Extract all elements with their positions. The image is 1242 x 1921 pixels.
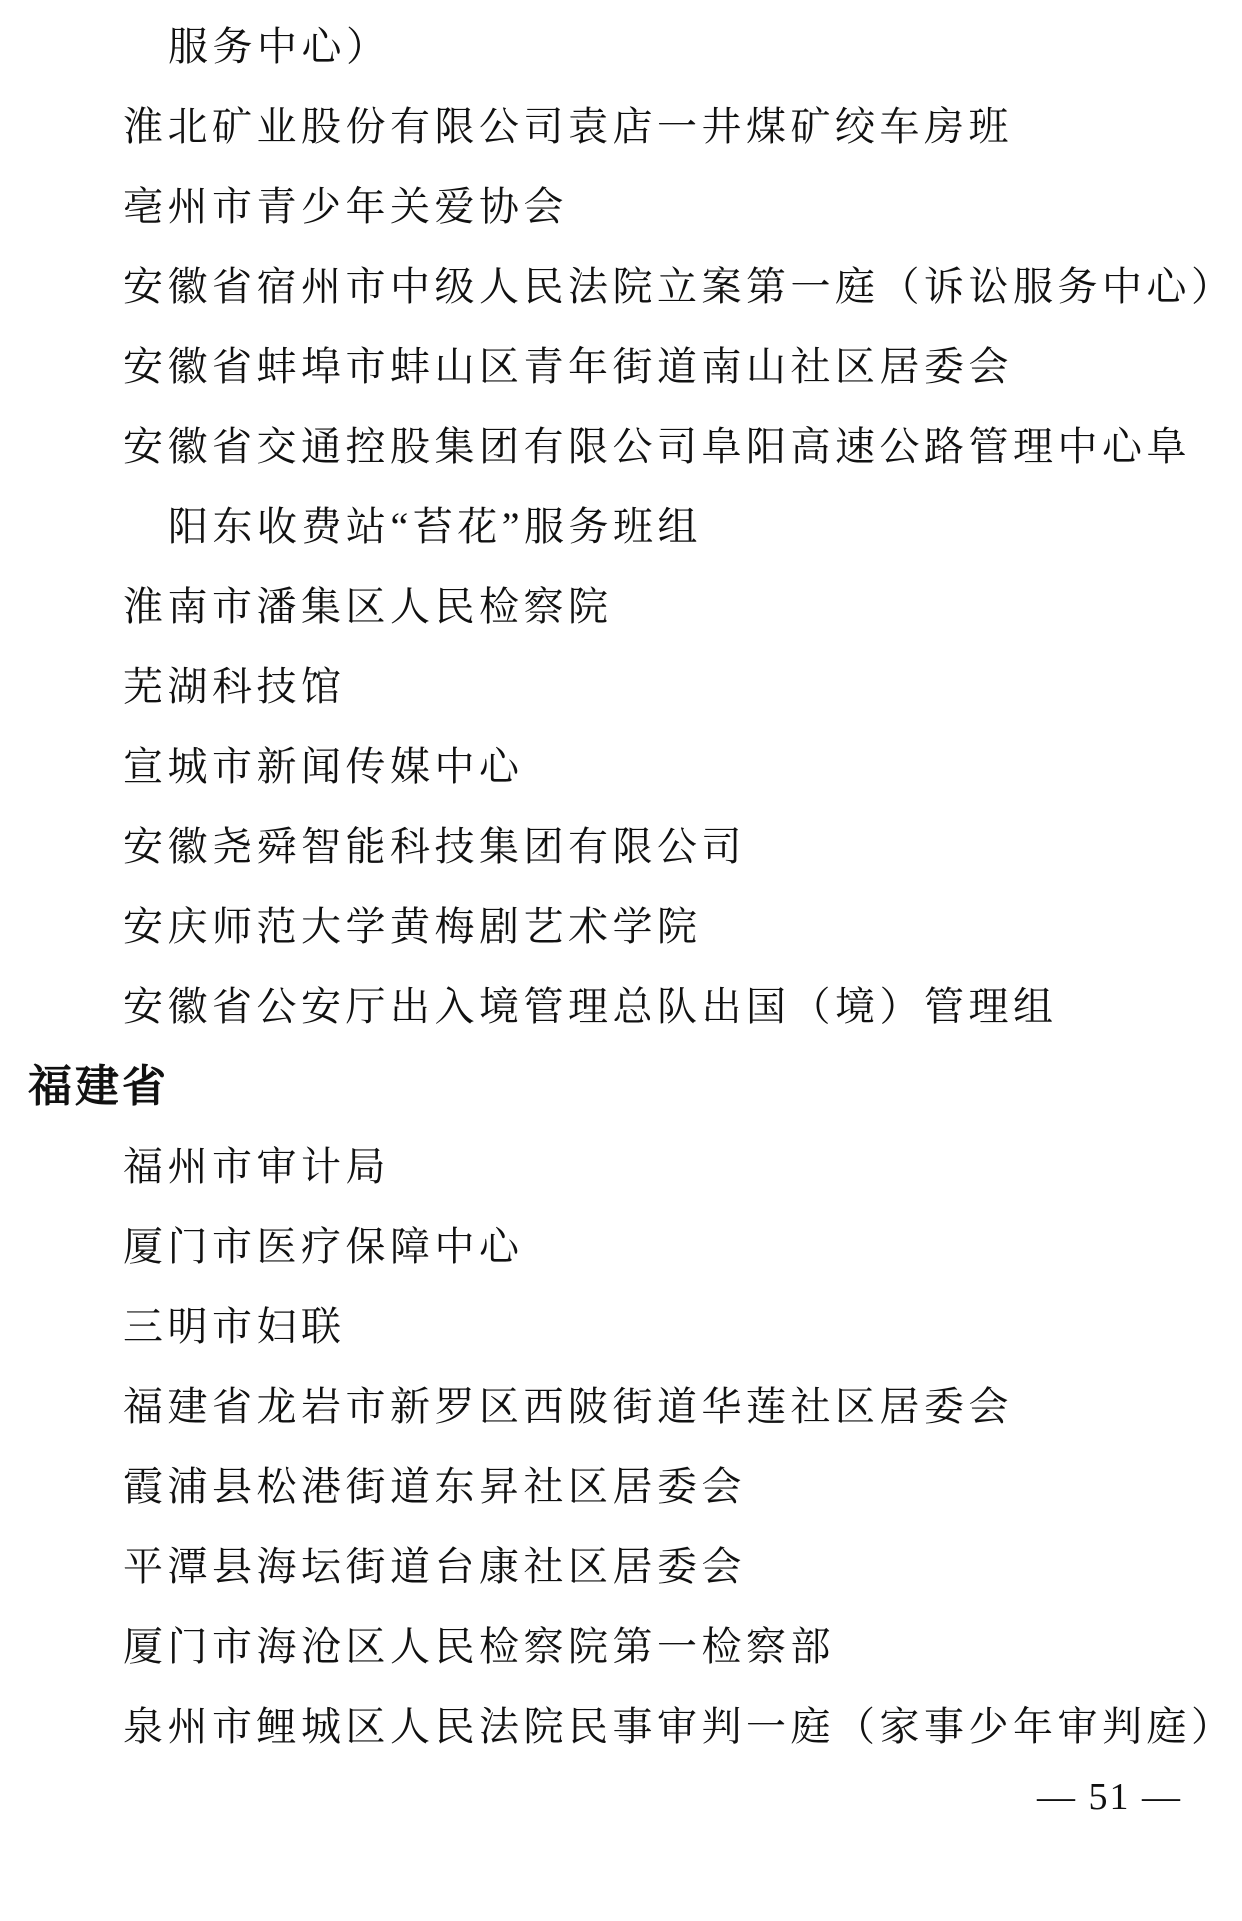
list-entry: 安徽省宿州市中级人民法院立案第一庭（诉讼服务中心） <box>123 264 1236 309</box>
list-entry: 淮南市潘集区人民检察院 <box>123 584 613 629</box>
page-number: — 51 — <box>1037 1776 1182 1818</box>
list-entry: 泉州市鲤城区人民法院民事审判一庭（家事少年审判庭） <box>123 1704 1236 1749</box>
list-entry: 霞浦县松港街道东昇社区居委会 <box>123 1464 746 1509</box>
entry-continuation: 服务中心） <box>168 24 391 69</box>
list-entry: 安徽尧舜智能科技集团有限公司 <box>123 824 746 869</box>
entry-list <box>0 7 1242 1767</box>
entry-continuation: 阳东收费站“苔花”服务班组 <box>168 504 703 549</box>
list-entry: 安徽省公安厅出入境管理总队出国（境）管理组 <box>123 984 1058 1029</box>
list-entry: 平潭县海坛街道台康社区居委会 <box>123 1544 746 1589</box>
list-entry: 淮北矿业股份有限公司袁店一井煤矿绞车房班 <box>123 104 1013 149</box>
list-entry: 三明市妇联 <box>123 1304 346 1349</box>
list-entry: 宣城市新闻传媒中心 <box>123 744 524 789</box>
list-entry: 芜湖科技馆 <box>123 664 346 709</box>
province-heading-fujian: 福建省 <box>28 1062 169 1111</box>
list-entry: 亳州市青少年关爱协会 <box>123 184 568 229</box>
list-entry: 安徽省蚌埠市蚌山区青年街道南山社区居委会 <box>123 344 1013 389</box>
list-entry: 安庆师范大学黄梅剧艺术学院 <box>123 904 702 949</box>
list-entry: 福建省龙岩市新罗区西陂街道华莲社区居委会 <box>123 1384 1013 1429</box>
list-entry: 厦门市医疗保障中心 <box>123 1224 524 1269</box>
list-entry: 福州市审计局 <box>123 1144 390 1189</box>
list-entry: 安徽省交通控股集团有限公司阜阳高速公路管理中心阜 <box>123 424 1191 469</box>
list-entry: 厦门市海沧区人民检察院第一检察部 <box>123 1624 835 1669</box>
